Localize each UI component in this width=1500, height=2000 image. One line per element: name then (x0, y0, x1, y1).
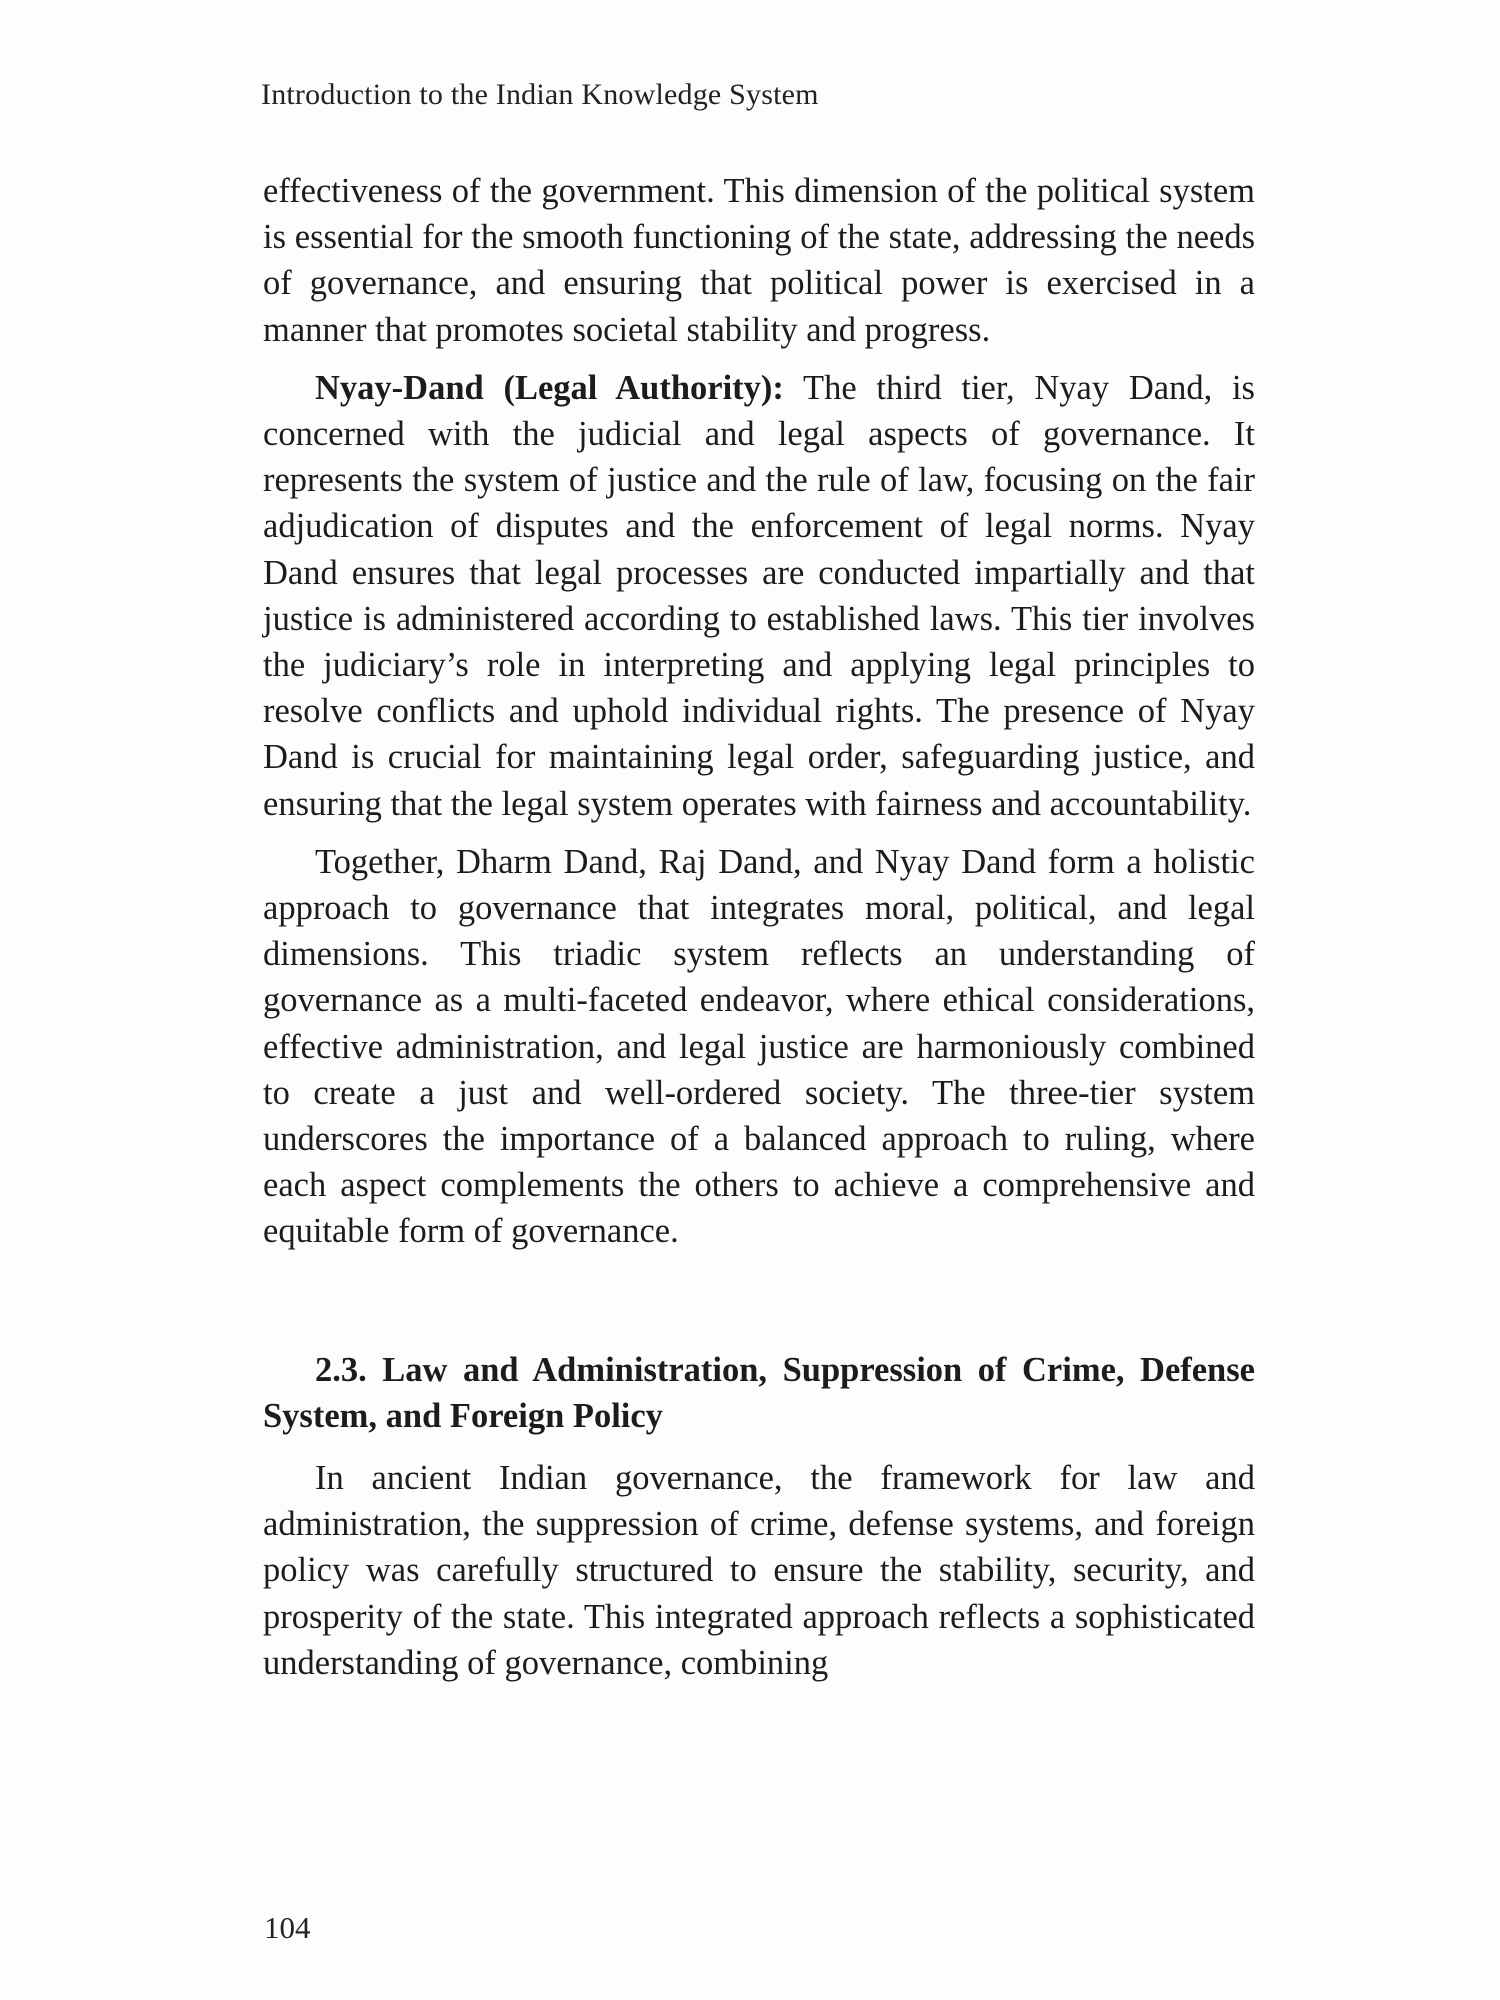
nyay-dand-term: Nyay-Dand (Legal Authority): (315, 368, 784, 407)
paragraph-nyay-dand (263, 365, 1255, 827)
paragraph-continuation: effectiveness of the government. This dimension of the political system is essential for the smooth functioning of the state, addressing the needs of governance, and ensuring that political power is exercised in a manner that promotes societal stability and progress. (263, 172, 1255, 349)
section-heading: 2.3. Law and Administration, Suppression of Crime, Defense System, and Foreign Policy (263, 1350, 1255, 1435)
page-number: 104 (264, 1910, 311, 1945)
paragraph-together: Together, Dharm Dand, Raj Dand, and Nyay Dand form a holistic approach to governance that integrates moral, political, and legal dimensions. This triadic system reflects an understanding of governance as a multi-faceted endeavor, where ethical considerations, effective administration, and legal justice are harmoniously combined to create a just and well-ordered society. The three-tier system underscores the importance of a balanced approach to ruling, where each aspect complements the others to achieve a comprehensive and equitable form of governance. (263, 842, 1255, 1251)
nyay-dand-body: The third tier, Nyay Dand, is concerned with the judicial and legal aspects of governance. It represents the system of justice and the rule of law, focusing on the fair adjudication of disputes and the enforcement of legal norms. Nyay Dand ensures that legal processes are conducted impartially and that justice is administered according to established laws. This tier involves the judiciary’s role in interpreting and applying legal principles to resolve conflicts and uphold individual rights. The presence of Nyay Dand is crucial for maintaining legal order, safeguarding justice, and ensuring that the legal system operates with fairness and accountability. (263, 368, 1255, 823)
paragraph-section-intro: In ancient Indian governance, the framework for law and administration, the suppression of crime, defense systems, and foreign policy was carefully structured to ensure the stability, security, and prosperity of the state. This integrated approach reflects a sophisticated understanding of governance, combining (263, 1459, 1255, 1682)
running-header: Introduction to the Indian Knowledge System (261, 78, 819, 111)
body-text (263, 168, 1255, 1686)
